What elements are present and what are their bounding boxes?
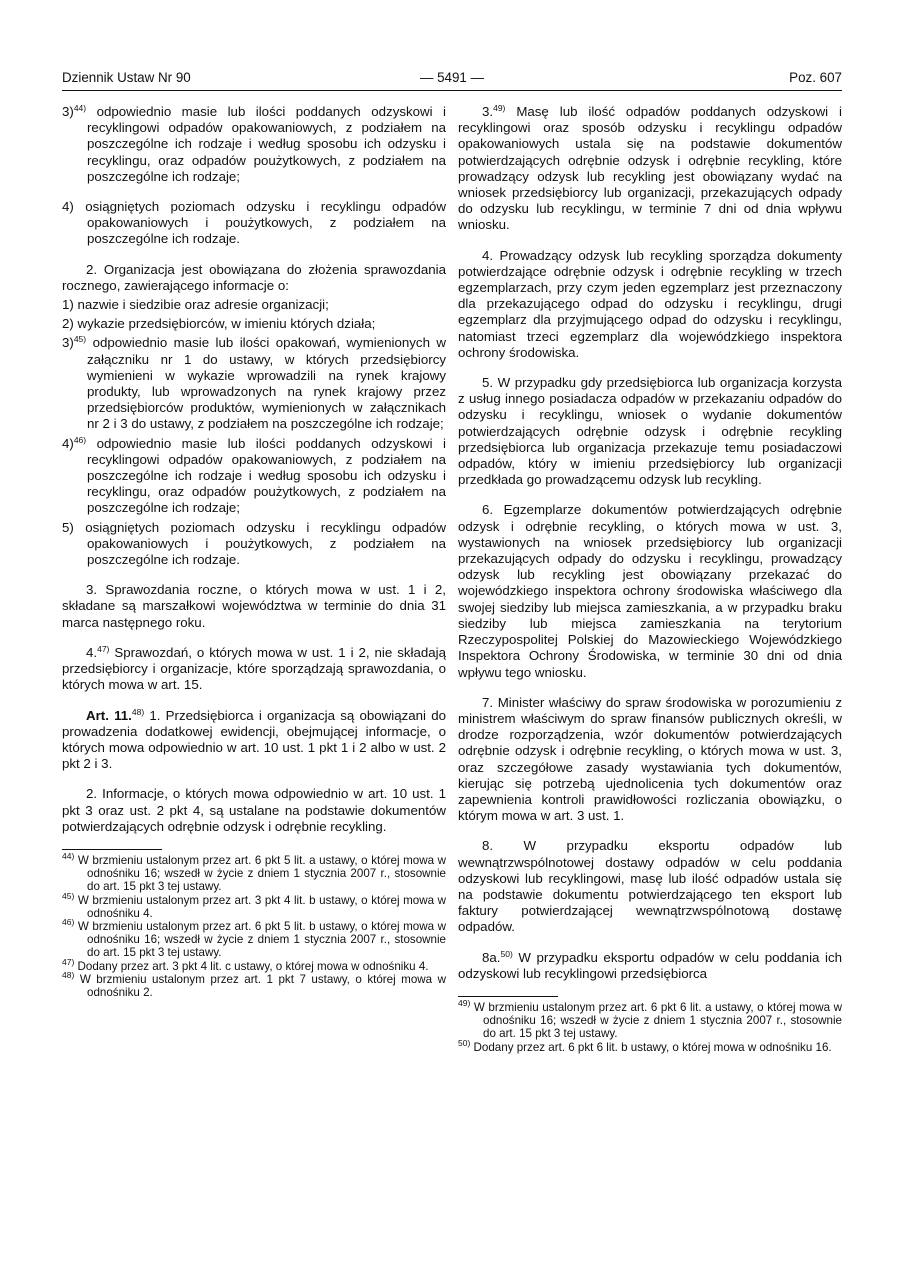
paragraph: 3. Sprawozdania roczne, o których mowa w ust. 1 i 2, składane są marszałkowi województwa w terminie do dnia 31 marca następnego roku. bbox=[62, 582, 446, 630]
footnote-ref: 44) bbox=[73, 103, 87, 113]
paragraph bbox=[62, 645, 446, 694]
item-number: 3) bbox=[62, 104, 74, 119]
page-number: — 5491 — bbox=[419, 70, 484, 85]
footnote bbox=[458, 997, 842, 1041]
paragraph-text: odpowiednio masie lub ilości opakowań, wymienionych w załączniku nr 1 do ustawy, w których przedsiębiorcy wymienieni w wykazie wprowadzili na rynek krajowy produkty, lub wprowadzonych na rynek krajowy przez przedsiębiorców produktów, wymienionych w załącznikach nr 2 i 3 do ustawy, z podziałem na poszczególne ich rodzaje; bbox=[87, 335, 446, 432]
paragraph: 5. W przypadku gdy przedsiębiorca lub organizacja korzysta z usług innego posiadacza odpadów w przekazaniu odpadów do odzysku i recyklingu, wniosek o wydanie dokumentów potwierdzających odrębnie odzysk i odrębnie recykling przedsiębiorca lub organizacja przekazuje temu posiadaczowi odpadów, który w imieniu przedsiębiorcy lub organizacji przedkłada go prowadzącemu odzysk lub recykling. bbox=[458, 375, 842, 488]
item-number: 3) bbox=[62, 335, 74, 351]
footnote-mark: 47) bbox=[62, 956, 75, 967]
footnote bbox=[62, 969, 446, 999]
footnote-ref: 45) bbox=[73, 334, 87, 345]
footnote-text: Dodany przez art. 3 pkt 4 lit. c ustawy, o której mowa w odnośniku 4. bbox=[77, 959, 429, 973]
footnote-mark: 44) bbox=[62, 850, 75, 861]
footnote-text: W brzmieniu ustalonym przez art. 6 pkt 6 lit. a ustawy, o której mowa w odnośniku 16; wszedł w życie z dniem 1 stycznia 2007 r., stosownie do art. 15 pkt 3 tej ustawy. bbox=[473, 1000, 842, 1041]
footnote-ref: 48) bbox=[131, 706, 145, 717]
paragraph-text: odpowiednio masie lub ilości poddanych odzyskowi i recyklingowi odpadów opakowaniowych, z podziałem na poszczególne ich rodzaje i według sposobu ich odzysku i recyklingu, oraz odpadów poużytkowych, z podziałem na poszczególne ich rodzaje; bbox=[87, 435, 446, 516]
paragraph: 2. Organizacja jest obowiązana do złożenia sprawozdania rocznego, zawierającego informacje o: bbox=[62, 261, 446, 293]
footnote-mark: 50) bbox=[458, 1037, 471, 1048]
footnote-ref: 47) bbox=[97, 643, 110, 654]
paragraph-text: 1. Przedsiębiorca i organizacja są obowiązani do prowadzenia dodatkowej ewidencji, obejmującej informacje, o których mowa odpowiednio w art. 10 ust. 1 pkt 1 i 2 albo w ust. 2 pkt 2 i 3. bbox=[62, 707, 446, 772]
article-label: Art. 11. bbox=[86, 707, 132, 723]
footnote bbox=[458, 1037, 842, 1054]
footnote bbox=[62, 850, 446, 894]
footnote-rule bbox=[62, 849, 162, 850]
paragraph-text: Sprawozdań, o których mowa w ust. 1 i 2, nie składają przedsiębiorcy i organizacje, które sporządzają sprawozdania, o których mowa w art. 15. bbox=[62, 644, 446, 693]
paragraph-text: W przypadku eksportu odpadów w celu poddania ich odzyskowi lub recyklingowi przedsiębiorca bbox=[458, 949, 842, 981]
paragraph: 4. Prowadzący odzysk lub recykling sporządza dokumenty potwierdzające odrębnie odzysk i odrębnie recykling w trzech egzemplarzach, przy czym jeden egzemplarz jest przeznaczony dla przekazującego odpad do odzysku i recyklingu, drugi egzemplarz dla przyjmującego odpad do odzysku i recyklingu, natomiast trzeci egzemplarz dla wojewódzkiego inspektora ochrony środowiska. bbox=[458, 247, 842, 360]
footnote-text: W brzmieniu ustalonym przez art. 3 pkt 4 lit. b ustawy, o której mowa w odnośniku 4. bbox=[77, 893, 446, 920]
article-paragraph bbox=[62, 708, 446, 773]
footnote-mark: 45) bbox=[62, 890, 75, 901]
footnote-text: W brzmieniu ustalonym przez art. 1 pkt 7 ustawy, o której mowa w odnośniku 2. bbox=[79, 972, 446, 999]
paragraph bbox=[458, 104, 842, 234]
item-number: 4. bbox=[86, 644, 98, 660]
footnote-mark: 49) bbox=[458, 997, 471, 1008]
footnote bbox=[62, 890, 446, 920]
paragraph: 2. Informacje, o których mowa odpowiednio w art. 10 ust. 1 pkt 3 oraz ust. 2 pkt 4, są ustalane na podstawie dokumentów potwierdzających odrębnie odzysk i odrębnie recykling. bbox=[62, 786, 446, 834]
paragraph: 5) osiągniętych poziomach odzysku i recyklingu odpadów opakowaniowych i poużytkowych, z podziałem na poszczególne ich rodzaje. bbox=[62, 519, 446, 568]
footnote-mark: 48) bbox=[62, 969, 75, 980]
paragraph bbox=[62, 436, 446, 517]
paragraph: 1) nazwie i siedzibie oraz adresie organizacji; bbox=[62, 297, 329, 313]
paragraph: 4) osiągniętych poziomach odzysku i recyklingu odpadów opakowaniowych i poużytkowych, z podziałem na poszczególne ich rodzaje. bbox=[62, 199, 446, 247]
footnote-text: Dodany przez art. 6 pkt 6 lit. b ustawy, o której mowa w odnośniku 16. bbox=[473, 1040, 832, 1054]
page-header bbox=[62, 70, 842, 88]
item-number: 4) bbox=[62, 435, 74, 451]
paragraph: 2) wykazie przedsiębiorców, w imieniu których działa; bbox=[62, 316, 376, 332]
item-number: 3. bbox=[482, 104, 494, 119]
position-number: Poz. 607 bbox=[789, 70, 842, 85]
item-number: 8a. bbox=[482, 949, 501, 965]
footnotes bbox=[458, 997, 842, 1054]
footnote-ref: 46) bbox=[73, 434, 87, 445]
paragraph: 7. Minister właściwy do spraw środowiska w porozumieniu z ministrem właściwym do spraw finansów publicznych określi, w drodze rozporządzenia, wzór dokumentów potwierdzających odrębnie odzysk i odrębnie recykling, o których mowa w ust. 3, oraz szczegółowe zasady wystawiania tych dokumentów, kierując się potrzebą ujednolicenia tych dokumentów oraz zapewnienia kontroli prawidłowości rozliczania obowiązku, o którym mowa w art. 3 ust. 1. bbox=[458, 694, 842, 824]
paragraph-text: odpowiednio masie lub ilości poddanych odzyskowi i recyklingowi odpadów opakowaniowych, z podziałem na poszczególne ich rodzaje i według sposobu ich odzysku i recyklingu, oraz odpadów poużytkowych, z podziałem na poszczególne ich rodzaje; bbox=[87, 104, 446, 184]
footnote-text: W brzmieniu ustalonym przez art. 6 pkt 5 lit. a ustawy, o której mowa w odnośniku 16; wszedł w życie z dniem 1 stycznia 2007 r., stosownie do art. 15 pkt 3 tej ustawy. bbox=[77, 853, 446, 894]
left-column bbox=[62, 104, 446, 999]
header-rule bbox=[62, 90, 842, 91]
paragraph: 8. W przypadku eksportu odpadów lub wewnątrzwspólnotowej dostawy odpadów w celu poddania odzyskowi lub recyklingowi, masę lub ilość odpadów ustala się na podstawie dokumentu potwierdzającego ten eksport lub faktury potwierdzającej wewnątrzwspólnotową dostawę odpadów. bbox=[458, 838, 842, 935]
paragraph-text: Masę lub ilość odpadów poddanych odzyskowi i recyklingowi oraz sposób odzysku i recyklingu odpadów opakowaniowych ustala się na podstawie dokumentów potwierdzających odrębnie odzysk i odrębnie recykling, które prowadzący odzysk lub recykling jest obowiązany wydać na wniosek przedsiębiorcy lub organizacji, przekazujących odpady do odzysku lub recyklingu, w terminie 7 dni od dnia wpływu wniosku. bbox=[458, 104, 842, 233]
footnote bbox=[62, 956, 446, 973]
footnote bbox=[62, 916, 446, 960]
paragraph bbox=[458, 950, 842, 982]
footnote-text: W brzmieniu ustalonym przez art. 6 pkt 5 lit. b ustawy, o której mowa w odnośniku 16; wszedł w życie z dniem 1 stycznia 2007 r., stosownie do art. 15 pkt 3 tej ustawy. bbox=[77, 919, 446, 960]
right-column bbox=[458, 104, 842, 1054]
footnote-mark: 46) bbox=[62, 916, 75, 927]
footnote-ref: 50) bbox=[500, 948, 513, 959]
paragraph bbox=[62, 335, 446, 432]
paragraph: 6. Egzemplarze dokumentów potwierdzających odrębnie odzysk i odrębnie recykling, o których mowa w ust. 3, wystawionych na wniosek przedsiębiorcy lub organizacji przekazujących odpady do odzysku i recyklingu, prowadzący odzysk lub recykling jest obowiązany przekazać do wojewódzkiego inspektora ochrony środowiska właściwego dla swojej siedziby lub miejsca zamieszkania, a w przypadku braku siedziby lub miejsca zamieszkania na terytorium Rzeczypospolitej Polskiej do Mazowieckiego Wojewódzkiego Inspektora Ochrony Środowiska, w terminie 30 dni od dnia wpływu tego wniosku. bbox=[458, 502, 842, 680]
footnote-ref: 49) bbox=[493, 103, 506, 113]
footnote-rule bbox=[458, 996, 558, 997]
journal-title: Dziennik Ustaw Nr 90 bbox=[62, 70, 191, 85]
footnotes bbox=[62, 850, 446, 999]
paragraph bbox=[62, 104, 446, 185]
